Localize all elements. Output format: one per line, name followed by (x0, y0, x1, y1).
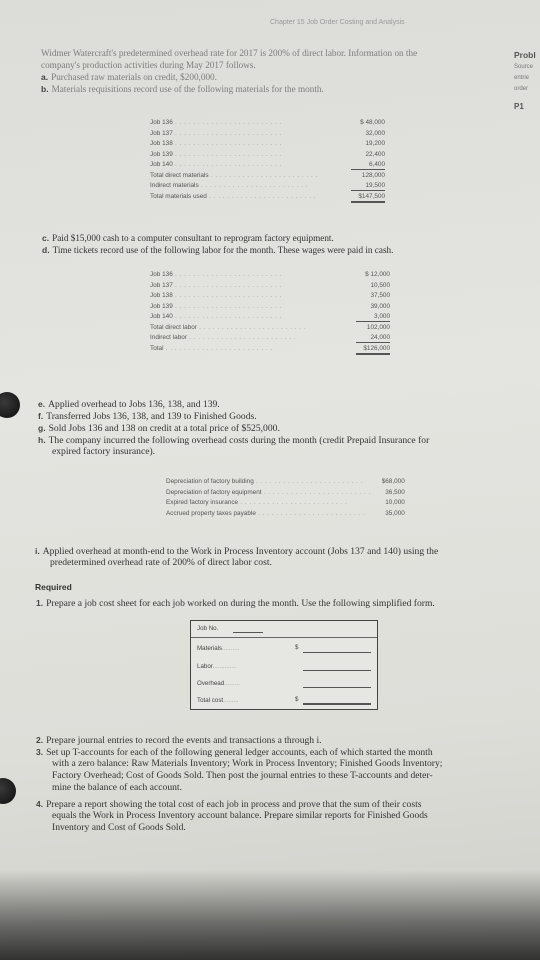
row-amount: 102,000 (366, 323, 390, 331)
item-i-line2: predetermined overhead rate of 200% of direct labor cost. (50, 557, 272, 568)
labor-schedule (150, 270, 390, 355)
question-number: 3. (36, 747, 44, 757)
required-heading: Required (35, 582, 72, 592)
item-text: Applied overhead to Jobs 136, 138, and 139. (48, 399, 220, 410)
row-name: Job 137 (150, 281, 173, 289)
schedule-row (150, 312, 390, 323)
schedule-row-label: Job 140 . . . . . . . . . . . . . . . . . . . . . . . . (150, 313, 282, 320)
item-label: g. (38, 423, 46, 433)
item-text: Paid $15,000 cash to a computer consultant to reprogram factory equipment. (52, 233, 334, 243)
row-name: Job 139 (150, 302, 173, 310)
schedule-row (150, 270, 390, 281)
question-number: 2. (36, 735, 44, 745)
row-name: Total direct labor (150, 323, 197, 331)
schedule-row-amount (340, 291, 390, 302)
item-text: Transferred Jobs 136, 138, and 139 to Finished Goods. (46, 411, 257, 422)
photo-shadow (0, 870, 540, 960)
form-materials-label: Materials.......... (197, 645, 240, 652)
schedule-row-label: Job 138 . . . . . . . . . . . . . . . . . . . . . . . . (150, 292, 282, 299)
question-3-line: with a zero balance: Raw Materials Inventory; Work in Process Inventory; Finished Goods Inventory; (52, 758, 443, 769)
schedule-row (150, 281, 390, 292)
row-name: Job 140 (150, 161, 173, 168)
schedule-row-amount (335, 129, 385, 140)
form-total-line[interactable] (303, 703, 371, 705)
question-text: Prepare a job cost sheet for each job worked on during the month. Use the following simplified form. (46, 598, 435, 609)
side-problem-title: Probl (514, 50, 536, 60)
form-total-label: Total cost......... (197, 697, 239, 704)
row-amount: 35,000 (385, 509, 405, 517)
binder-hole (0, 778, 16, 804)
row-amount: 32,000 (365, 129, 385, 137)
overhead-schedule (166, 477, 405, 519)
question-number: 1. (36, 598, 44, 608)
schedule-row-label: Total materials used . . . . . . . . . . . . . . . . . . . . . . . . (150, 192, 317, 200)
schedule-row-label: Expired factory insurance . . . . . . . . . . . . . . . . . . . . . . . . (166, 499, 348, 506)
schedule-row-amount (335, 192, 385, 203)
schedule-row-amount (335, 160, 385, 171)
item-text: Materials requisitions record use of the following materials for the month. (51, 84, 324, 94)
schedule-row (150, 160, 385, 171)
item-label: c. (42, 233, 50, 243)
schedule-row-label: Total direct labor . . . . . . . . . . . . . . . . . . . . . . . . (150, 323, 307, 331)
row-name: Job 138 (150, 140, 173, 147)
form-row-label: Overhead (197, 680, 225, 687)
form-overhead-line[interactable] (303, 687, 371, 688)
item-a (41, 71, 217, 83)
schedule-row-amount (340, 312, 390, 323)
row-amount: 3,000 (356, 312, 390, 322)
intro-line: Widmer Watercraft's predetermined overhead rate for 2017 is 200% of direct labor. Information on the (41, 48, 418, 58)
item-label: f. (38, 411, 44, 421)
item-text: The company incurred the following overhead costs during the month (credit Prepaid Insurance for (48, 435, 430, 446)
schedule-row-amount (371, 477, 405, 488)
schedule-row-amount (340, 281, 390, 292)
schedule-row-label: Depreciation of factory building . . . . . . . . . . . . . . . . . . . . . . . . (166, 478, 363, 485)
row-name: Depreciation of factory building (166, 478, 254, 485)
schedule-row (150, 333, 390, 344)
row-name: Job 139 (150, 150, 173, 158)
schedule-row (150, 118, 385, 129)
schedule-row-label: Job 136 . . . . . . . . . . . . . . . . . . . . . . . . (150, 271, 282, 278)
row-amount: 6,400 (351, 160, 385, 170)
schedule-row-label: Job 138 . . . . . . . . . . . . . . . . . . . . . . . . (150, 140, 282, 147)
schedule-row (150, 192, 385, 203)
row-amount: 10,000 (385, 499, 405, 506)
schedule-row-amount (371, 509, 405, 520)
row-name: Job 136 (150, 271, 173, 278)
form-divider (191, 637, 377, 638)
row-amount: 39,000 (370, 302, 390, 310)
schedule-row-label: Depreciation of factory equipment . . . . . . . . . . . . . . . . . . . . . . . . (166, 488, 371, 496)
item-label: b. (41, 84, 49, 94)
schedule-row (166, 498, 405, 509)
form-dollar-sign: $ (295, 644, 299, 651)
row-name: Depreciation of factory equipment (166, 488, 262, 496)
job-cost-sheet-form (190, 620, 378, 710)
row-name: Job 136 (150, 119, 173, 126)
side-objective-p1: P1 (514, 102, 524, 111)
schedule-row-label: Job 137 . . . . . . . . . . . . . . . . . . . . . . . . (150, 281, 282, 289)
schedule-row (150, 129, 385, 140)
item-h-line2: expired factory insurance). (52, 446, 156, 457)
schedule-row-label: Job 139 . . . . . . . . . . . . . . . . . . . . . . . . (150, 302, 282, 310)
form-row-label: Labor (197, 663, 213, 670)
row-amount: 36,500 (385, 488, 405, 496)
item-label: d. (42, 245, 50, 255)
schedule-row-amount (335, 181, 385, 192)
question-text: Set up T-accounts for each of the following general ledger accounts, each of which started the month (46, 747, 433, 758)
schedule-row-label: Indirect materials . . . . . . . . . . . . . . . . . . . . . . . . (150, 182, 308, 189)
question-1 (36, 597, 531, 610)
row-name: Accrued property taxes payable (166, 509, 256, 517)
form-materials-line[interactable] (303, 652, 371, 653)
question-3-line: mine the balance of each account. (52, 782, 182, 793)
row-amount: $68,000 (381, 478, 405, 485)
item-text: Applied overhead at month-end to the Work in Process Inventory account (Jobs 137 and 140) using the (42, 546, 439, 557)
question-4-line: equals the Work in Process Inventory account balance. Prepare similar reports for Finished Goods (52, 810, 428, 821)
row-amount: 128,000 (361, 171, 385, 179)
materials-schedule (150, 118, 385, 203)
form-row-label: Materials (197, 645, 223, 652)
schedule-row (166, 488, 405, 499)
schedule-row-amount (335, 171, 385, 182)
schedule-row-amount (340, 270, 390, 281)
side-text-line: entrie (514, 75, 530, 81)
intro-line: company's production activities during May 2017 follows. (41, 60, 256, 70)
form-job-no-line[interactable] (233, 632, 263, 633)
row-name: Job 138 (150, 292, 173, 299)
row-amount: 10,500 (370, 281, 390, 289)
schedule-row (150, 291, 390, 302)
schedule-row (150, 171, 385, 182)
question-3-line: Factory Overhead; Cost of Goods Sold. Then post the journal entries to these T-accounts and deter- (52, 770, 433, 781)
form-dollar-sign: $ (295, 696, 299, 703)
item-label: h. (38, 435, 46, 445)
row-name: Job 137 (150, 129, 173, 137)
item-b (41, 83, 324, 95)
item-c (42, 232, 334, 244)
schedule-row-label: Job 136 . . . . . . . . . . . . . . . . . . . . . . . . (150, 119, 282, 126)
schedule-row-amount (371, 498, 405, 509)
schedule-row-label: Total . . . . . . . . . . . . . . . . . . . . . . . . (150, 344, 273, 352)
row-amount: 22,400 (365, 150, 385, 158)
schedule-row (150, 302, 390, 313)
form-labor-label: Labor.............. (197, 663, 237, 670)
item-text: Purchased raw materials on credit, $200,000. (51, 72, 217, 82)
item-d (42, 244, 393, 256)
schedule-row-amount (340, 302, 390, 313)
form-labor-line[interactable] (303, 670, 371, 671)
schedule-row-amount (335, 118, 385, 129)
schedule-row (166, 477, 405, 488)
row-amount: $147,500 (351, 192, 385, 203)
schedule-row (150, 181, 385, 192)
question-4-line: Inventory and Cost of Goods Sold. (52, 822, 186, 833)
row-amount: 24,000 (356, 333, 390, 343)
schedule-row-label: Job 139 . . . . . . . . . . . . . . . . . . . . . . . . (150, 150, 282, 158)
form-row-label: Total cost (197, 697, 224, 704)
form-job-no-label: Job No. (197, 625, 219, 632)
chapter-header: Chapter 15 Job Order Costing and Analysis (270, 19, 405, 26)
row-amount: $ 12,000 (365, 271, 390, 278)
question-text: Prepare journal entries to record the events and transactions a through i. (46, 735, 322, 746)
schedule-row-label: Accrued property taxes payable . . . . . . . . . . . . . . . . . . . . . . . . (166, 509, 366, 517)
schedule-row-amount (335, 139, 385, 150)
schedule-row (166, 509, 405, 520)
schedule-row (150, 139, 385, 150)
binder-hole (0, 392, 20, 418)
row-amount: $126,000 (356, 344, 390, 355)
schedule-row (150, 150, 385, 161)
schedule-row-label: Job 137 . . . . . . . . . . . . . . . . . . . . . . . . (150, 129, 282, 137)
row-amount: 19,200 (365, 140, 385, 147)
row-name: Job 140 (150, 313, 173, 320)
question-number: 4. (36, 799, 44, 809)
row-amount: 19,500 (351, 181, 385, 191)
row-name: Indirect labor (150, 334, 187, 341)
form-overhead-label: Overhead......... (197, 680, 240, 687)
row-name: Total materials used (150, 192, 207, 200)
row-name: Indirect materials (150, 182, 199, 189)
row-name: Total (150, 344, 164, 352)
schedule-row-label: Job 140 . . . . . . . . . . . . . . . . . . . . . . . . (150, 161, 282, 168)
schedule-row-amount (340, 323, 390, 334)
side-text-line: Source (514, 64, 534, 70)
item-label: a. (41, 72, 49, 82)
row-amount: 37,500 (370, 292, 390, 299)
schedule-row-amount (335, 150, 385, 161)
schedule-row (150, 323, 390, 334)
row-name: Total direct materials (150, 171, 209, 179)
schedule-row-amount (371, 488, 405, 499)
side-text-line: order (514, 86, 529, 92)
item-label: e. (38, 399, 46, 409)
row-amount: $ 48,000 (360, 119, 385, 126)
schedule-row-label: Total direct materials . . . . . . . . . . . . . . . . . . . . . . . . (150, 171, 318, 179)
item-text: Sold Jobs 136 and 138 on credit at a total price of $525,000. (48, 423, 280, 434)
item-label: i. (35, 546, 40, 556)
schedule-row-amount (340, 333, 390, 344)
row-name: Expired factory insurance (166, 499, 239, 506)
schedule-row-amount (340, 344, 390, 355)
question-text: Prepare a report showing the total cost of each job in process and prove that the sum of their costs (46, 799, 422, 810)
item-text: Time tickets record use of the following labor for the month. These wages were paid in cash. (52, 245, 394, 255)
schedule-row-label: Indirect labor . . . . . . . . . . . . . . . . . . . . . . . . (150, 334, 297, 341)
schedule-row (150, 344, 390, 355)
